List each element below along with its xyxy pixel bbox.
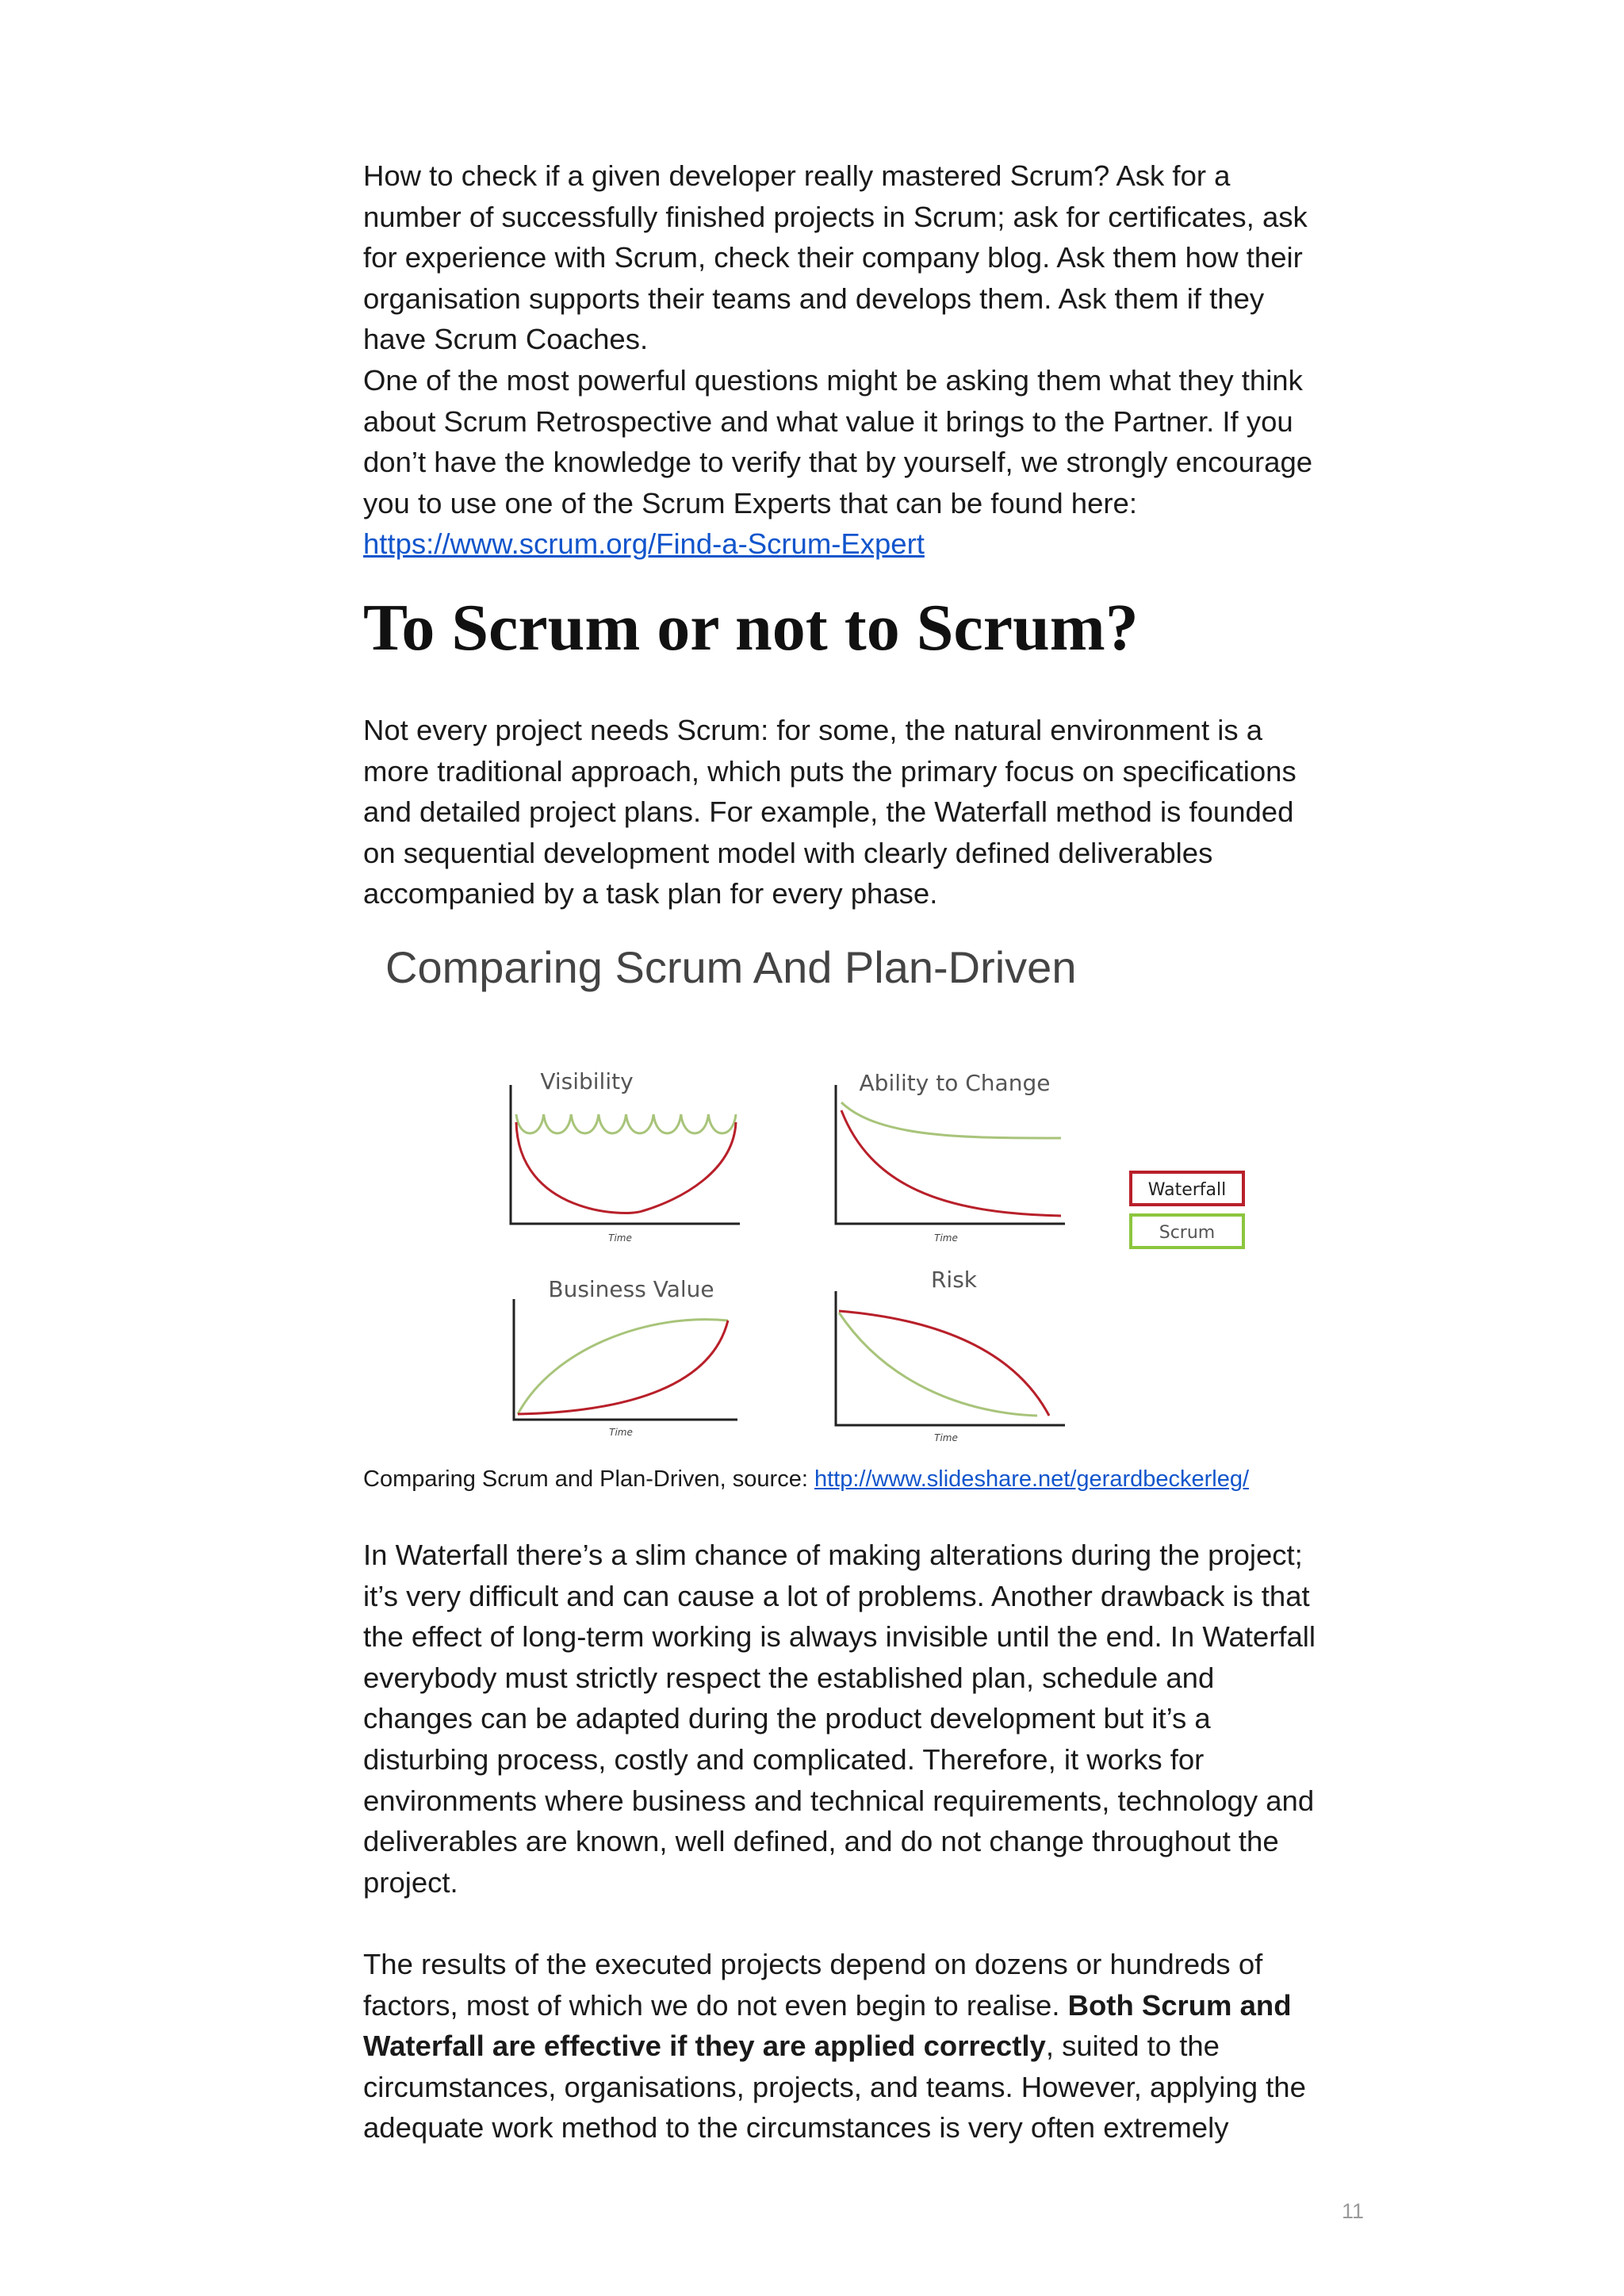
paragraph-text: factors, most of which we do not even begin to realise. — [363, 1988, 1068, 2022]
intro-line: about Scrum Retrospective and what value it brings to the Partner. If you — [363, 404, 1293, 438]
paragraph-results — [363, 1944, 1370, 2148]
intro-line: How to check if a given developer really mastered Scrum? Ask for a — [363, 159, 1231, 192]
paragraph-line: disturbing process, costly and complicated. Therefore, it works for — [363, 1742, 1205, 1776]
time-label: Time — [934, 1432, 958, 1443]
paragraph-line: it’s very difficult and can cause a lot of problems. Another drawback is that — [363, 1579, 1310, 1612]
panel-label-risk: Risk — [930, 1267, 978, 1293]
page-number: 11 — [1341, 2199, 1364, 2223]
paragraph-line: and detailed project plans. For example, the Waterfall method is founded — [363, 795, 1294, 829]
time-label: Time — [608, 1232, 632, 1244]
panel-label-ability-to-change: Ability to Change — [859, 1070, 1051, 1096]
figure-title: Comparing Scrum And Plan-Driven — [385, 942, 1077, 992]
section-heading: To Scrum or not to Scrum? — [363, 591, 1139, 665]
intro-line: don’t have the knowledge to verify that by yourself, we strongly encourage — [363, 446, 1313, 479]
paragraph-line: more traditional approach, which puts the primary focus on specifications — [363, 754, 1297, 788]
paragraph-line: The results of the executed projects depend on dozens or hundreds of — [363, 1948, 1263, 1980]
risk-waterfall-curve — [839, 1311, 1049, 1416]
bold-emphasis: Both Scrum and — [1067, 1988, 1292, 2022]
intro-line: One of the most powerful questions might be asking them what they think — [363, 363, 1303, 397]
time-label: Time — [609, 1427, 633, 1438]
paragraph-line: Not every project needs Scrum: for some, the natural environment is a — [363, 714, 1263, 746]
intro-paragraph — [363, 155, 1370, 565]
caption-text: Comparing Scrum and Plan-Driven, source: — [363, 1466, 814, 1492]
paragraph-not-every-project — [363, 710, 1370, 914]
paragraph-line: everybody must strictly respect the established plan, schedule and — [363, 1661, 1215, 1694]
intro-line: number of successfully finished projects in Scrum; ask for certificates, ask — [363, 200, 1308, 233]
risk-scrum-curve — [839, 1313, 1037, 1416]
paragraph-line: In Waterfall there’s a slim chance of making alterations during the project; — [363, 1539, 1303, 1571]
ability-scrum-curve — [841, 1102, 1061, 1138]
visibility-axes — [511, 1085, 740, 1224]
paragraph-line: on sequential development model with clearly defined deliverables — [363, 836, 1213, 869]
paragraph-line: environments where business and technical requirements, technology and — [363, 1784, 1315, 1817]
paragraph-line: accompanied by a task plan for every phase. — [363, 877, 938, 910]
paragraph-text: , suited to the — [1045, 2030, 1220, 2063]
paragraph-line — [363, 2026, 1370, 2067]
paragraph-waterfall — [363, 1535, 1370, 1903]
figure-caption — [363, 1463, 1249, 1495]
legend-waterfall-label: Waterfall — [1147, 1180, 1227, 1200]
paragraph-line: changes can be adapted during the product development but it’s a — [363, 1702, 1211, 1735]
risk-axes — [836, 1291, 1065, 1425]
panel-label-visibility: Visibility — [540, 1068, 634, 1094]
business-value-scrum-curve — [518, 1320, 728, 1414]
time-label: Time — [934, 1232, 958, 1244]
intro-line: have Scrum Coaches. — [363, 323, 649, 356]
paragraph-line: adequate work method to the circumstances is very often extremely — [363, 2111, 1229, 2145]
paragraph-line: circumstances, organisations, projects, and teams. However, applying the — [363, 2070, 1306, 2103]
comparison-figure — [363, 940, 1291, 1455]
intro-line: organisation supports their teams and develops them. Ask them if they — [363, 282, 1265, 315]
ability-waterfall-curve — [841, 1110, 1061, 1216]
caption-source-link[interactable]: http://www.slideshare.net/gerardbeckerleg/ — [814, 1466, 1250, 1492]
intro-line: for experience with Scrum, check their company blog. Ask them how their — [363, 241, 1303, 274]
bold-emphasis: Waterfall are effective if they are applied correctly — [363, 2030, 1046, 2063]
legend-scrum-label: Scrum — [1159, 1223, 1216, 1243]
intro-line: you to use one of the Scrum Experts that can be found here: — [363, 486, 1137, 519]
paragraph-line: deliverables are known, well defined, and do not change throughout the — [363, 1825, 1279, 1858]
visibility-waterfall-curve — [516, 1122, 736, 1213]
panel-label-business-value: Business Value — [548, 1276, 714, 1302]
paragraph-line — [363, 1985, 1370, 2026]
paragraph-line: project. — [363, 1865, 458, 1899]
scrum-expert-link[interactable]: https://www.scrum.org/Find-a-Scrum-Expert — [363, 527, 925, 561]
paragraph-line: the effect of long-term working is always invisible until the end. In Waterfall — [363, 1620, 1316, 1654]
visibility-scrum-curve — [516, 1114, 736, 1133]
